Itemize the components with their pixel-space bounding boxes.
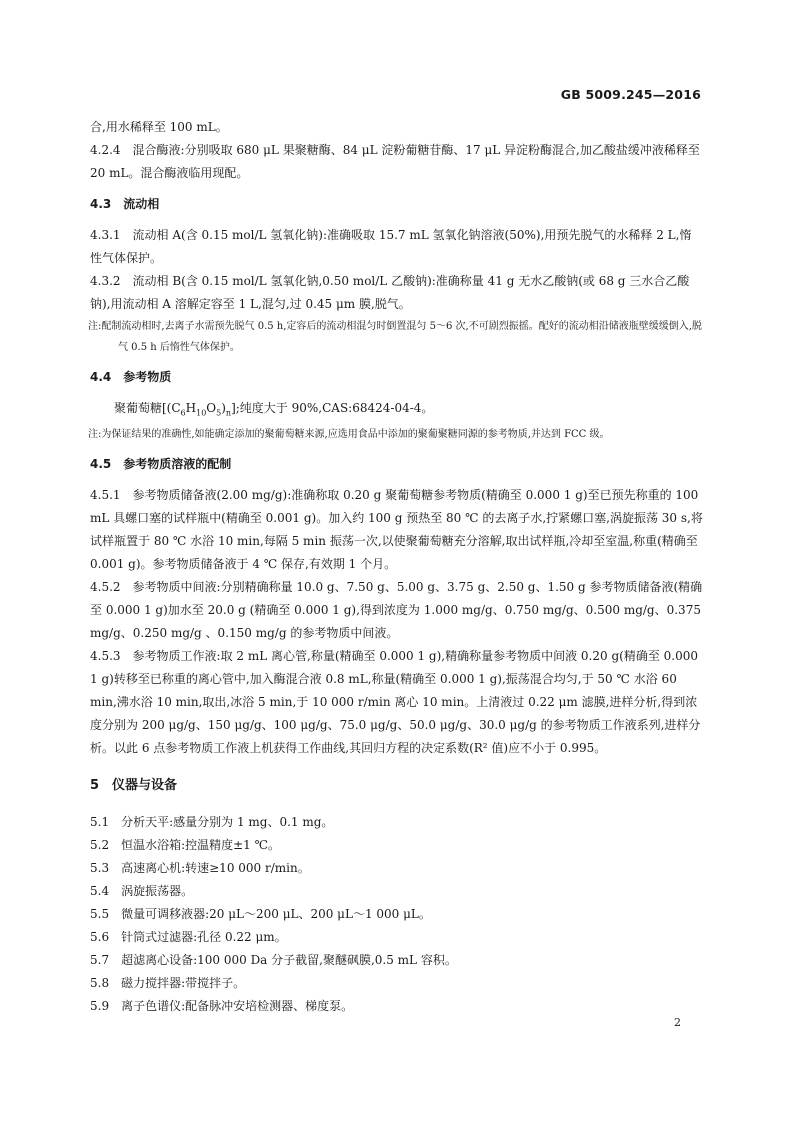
heading-4-4: 4.4 参考物质 bbox=[90, 370, 172, 384]
page-number: 2 bbox=[674, 1016, 681, 1029]
page-content bbox=[90, 116, 703, 1018]
list-item: 5.3 高速离心机:转速≥10 000 r/min。 bbox=[90, 861, 310, 876]
paragraph-4-3-1: 4.3.1 流动相 A(含 0.15 mol/L 氢氧化钠):准确吸取 15.7 mL 氢氧化钠溶液(50%),用预先脱气的水稀释 2 L,惰性气体保护。 bbox=[90, 228, 692, 265]
paragraph-4-5-1: 4.5.1 参考物质储备液(2.00 mg/g):准确称取 0.20 g 聚葡萄糖参考物质(精确至 0.000 1 g)至已预先称重的 100 mL 具螺口塞的试样瓶中(精确至 0.001 g)。加入约 100 g 预热至 80 ℃ 的去离子水,拧紧螺口塞,涡旋振荡 30 s,将试样瓶置于 80 ℃ 水浴 10 min,每隔 5 min 振荡一次,以使聚葡萄糖充分溶解,取出试样瓶,冷却至室温,称重(精确至 0.001 g)。参考物质储备液于 4 ℃ 保存,有效期 1 个月。 bbox=[90, 488, 703, 572]
heading-4-3: 4.3 流动相 bbox=[90, 197, 160, 211]
paragraph-4-5-3: 4.5.3 参考物质工作液:取 2 mL 离心管,称量(精确至 0.000 1 g),精确称量参考物质中间液 0.20 g(精确至 0.000 1 g)转移至已称重的离心管中,加入酶混合液 0.8 mL,称量(精确至 0.000 1 g),振荡混合均匀,于 50 ℃ 水浴 60 min,沸水浴 10 min,取出,冰浴 5 min,于 10 000 r/min 离心 10 min。上清液过 0.22 μm 滤膜,进样分析,得到浓度分别为 200 μg/g、150 μg/g、100 μg/g、75.0 μg/g、50.0 μg/g、30.0 μg/g 的参考物质工作液系列,进样分析。以此 6 点参考物质工作液上机获得工作曲线,其回归方程的决定系数(R² 值)应不小于 0.995。 bbox=[90, 649, 701, 756]
list-item: 5.4 涡旋振荡器。 bbox=[90, 884, 194, 899]
list-item: 5.9 离子色谱仪:配备脉冲安培检测器、梯度泵。 bbox=[90, 999, 354, 1014]
paragraph-4-2-4: 4.2.4 混合酶液:分别吸取 680 μL 果聚糖酶、84 μL 淀粉葡糖苷酶、17 μL 异淀粉酶混合,加乙酸盐缓冲液稀释至 20 mL。混合酶液临用现配。 bbox=[90, 143, 700, 180]
heading-5: 5 仪器与设备 bbox=[90, 778, 178, 794]
heading-4-5: 4.5 参考物质溶液的配制 bbox=[90, 457, 232, 472]
list-item: 5.7 超滤离心设备:100 000 Da 分子截留,聚醚砜膜,0.5 mL 容积。 bbox=[90, 953, 457, 968]
note-4-4: 注:为保证结果的准确性,如能确定添加的聚葡萄糖来源,应选用食品中添加的聚葡聚糖同源的参考物质,并达到 FCC 级。 bbox=[88, 429, 610, 441]
paragraph-4-3-2: 4.3.2 流动相 B(含 0.15 mol/L 氢氧化钠,0.50 mol/L 乙酸钠):准确称量 41 g 无水乙酸钠(或 68 g 三水合乙酸钠),用流动相 A 溶解定容至 1 L,混匀,过 0.45 μm 膜,脱气。 bbox=[90, 274, 690, 311]
list-item: 5.5 微量可调移液器:20 μL～200 μL、200 μL～1 000 μL。 bbox=[90, 907, 431, 922]
paragraph-continuation: 合,用水稀释至 100 mL。 bbox=[90, 120, 228, 134]
equipment-list bbox=[90, 811, 703, 1018]
list-item: 5.8 磁力搅拌器:带搅拌子。 bbox=[90, 976, 246, 991]
list-item: 5.1 分析天平:感量分别为 1 mg、0.1 mg。 bbox=[90, 815, 334, 830]
paragraph-4-4: 聚葡萄糖$[(C_6H_{10}O_5)_n]$;纯度大于 90%,CAS:68424-04-4。 bbox=[114, 401, 434, 418]
note-4-3: 注:配制流动相时,去离子水需预先脱气 0.5 h,定容后的流动相混匀时倒置混匀 5～6 次,不可剧烈振摇。配好的流动相沿储液瓶壁缓缓倒入,脱气 0.5 h 后惰性气体保护。 bbox=[88, 321, 702, 353]
standard-number: GB 5009.245—2016 bbox=[560, 87, 701, 102]
list-item: 5.6 针筒式过滤器:孔径 0.22 μm。 bbox=[90, 930, 287, 945]
paragraph-4-5-2: 4.5.2 参考物质中间液:分别精确称量 10.0 g、7.50 g、5.00 g、3.75 g、2.50 g、1.50 g 参考物质储备液(精确至 0.000 1 g)加水至 20.0 g (精确至 0.000 1 g),得到浓度为 1.000 mg/g、0.750 mg/g、0.500 mg/g、0.375 mg/g、0.250 mg/g 、0.150 mg/g 的参考物质中间液。 bbox=[90, 580, 703, 641]
list-item: 5.2 恒温水浴箱:控温精度±1 ℃。 bbox=[90, 838, 281, 853]
